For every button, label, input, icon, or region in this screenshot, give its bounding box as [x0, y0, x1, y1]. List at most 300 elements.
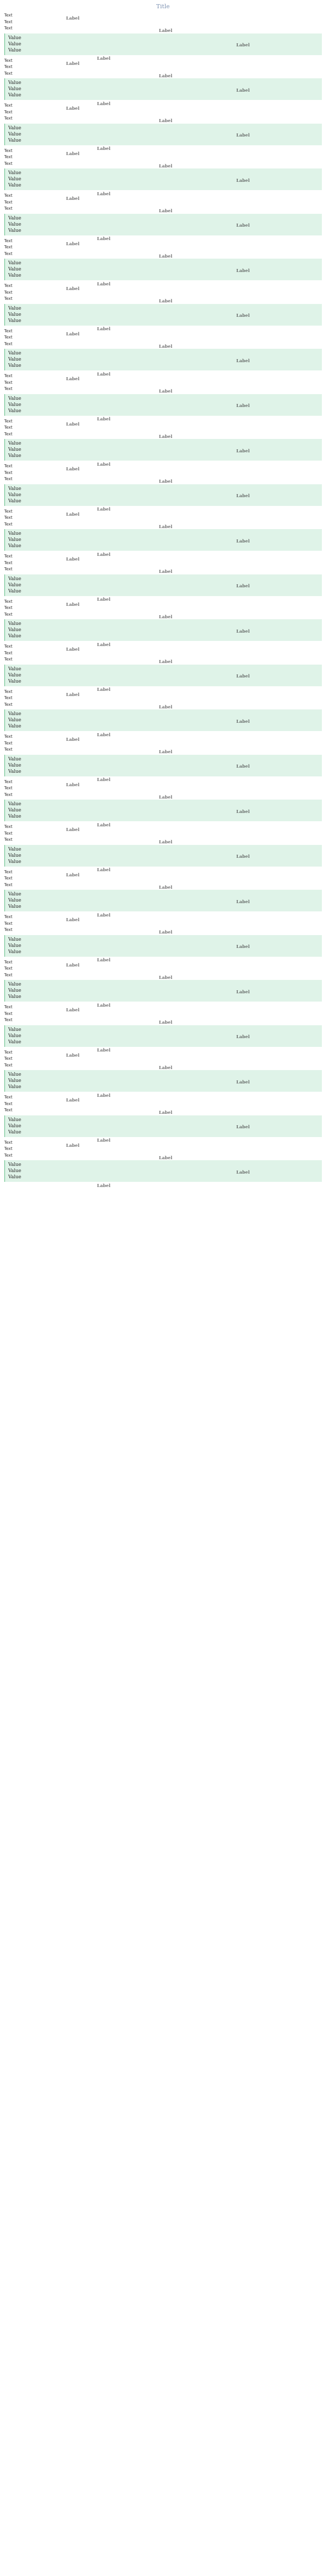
example-line: Value	[8, 988, 22, 993]
watermark: Label	[159, 1065, 173, 1071]
example-line: Value	[8, 1084, 22, 1090]
example-line: Value	[8, 447, 22, 452]
rule-text	[4, 239, 322, 257]
rule-paragraph: Text	[4, 599, 13, 604]
rule-text	[4, 1005, 322, 1023]
watermark: Label	[66, 512, 80, 517]
section	[4, 148, 322, 197]
example-block	[4, 800, 322, 821]
rule-text	[4, 13, 322, 31]
watermark: Label	[236, 403, 250, 409]
watermark: Label	[97, 687, 111, 692]
watermark: Label	[159, 434, 173, 439]
watermark: Label	[97, 822, 111, 828]
example-block	[4, 304, 322, 326]
rule-paragraph: Text	[4, 554, 13, 558]
watermark: Label	[236, 764, 250, 769]
rule-text	[4, 824, 322, 843]
rule-text	[4, 599, 322, 618]
example-line: Value	[8, 396, 22, 401]
example-line: Value	[8, 453, 22, 459]
example-block	[4, 574, 322, 596]
rule-paragraph: Text	[4, 116, 13, 121]
example-block	[4, 484, 322, 506]
watermark: Label	[236, 1125, 250, 1130]
example-line: Value	[8, 904, 22, 909]
watermark: Label	[236, 629, 250, 634]
watermark: Label	[159, 524, 173, 530]
watermark: Label	[97, 146, 111, 151]
watermark: Label	[97, 371, 111, 377]
rule-paragraph: Text	[4, 966, 13, 971]
example-block	[4, 124, 322, 145]
watermark: Label	[66, 1053, 80, 1058]
rule-paragraph: Text	[4, 155, 13, 159]
example-line: Value	[8, 125, 22, 131]
example-block	[4, 349, 322, 370]
watermark: Label	[159, 209, 173, 214]
watermark: Label	[66, 286, 80, 292]
watermark: Label	[97, 958, 111, 963]
watermark: Label	[236, 944, 250, 950]
example-line: Value	[8, 679, 22, 684]
example-line: Value	[8, 1033, 22, 1039]
watermark: Label	[97, 56, 111, 61]
rule-paragraph: Text	[4, 238, 13, 243]
rule-text	[4, 464, 322, 482]
watermark: Label	[97, 868, 111, 873]
section	[4, 58, 322, 107]
watermark: Label	[97, 1138, 111, 1143]
rule-paragraph: Text	[4, 747, 13, 752]
rule-text	[4, 870, 322, 888]
watermark: Label	[159, 614, 173, 620]
rule-paragraph: Text	[4, 425, 13, 430]
rule-text	[4, 193, 322, 212]
section	[4, 644, 322, 692]
watermark: Label	[236, 223, 250, 228]
example-line: Value	[8, 892, 22, 897]
example-line: Value	[8, 711, 22, 717]
watermark: Label	[66, 737, 80, 742]
section	[4, 283, 322, 332]
rule-paragraph: Text	[4, 283, 13, 288]
watermark: Label	[97, 191, 111, 197]
watermark: Label	[66, 647, 80, 652]
sections-container	[4, 13, 322, 1189]
watermark: Label	[97, 777, 111, 783]
rule-paragraph: Text	[4, 431, 13, 436]
watermark: Label	[236, 674, 250, 679]
rule-paragraph: Text	[4, 521, 13, 527]
watermark: Label	[159, 750, 173, 755]
rule-paragraph: Text	[4, 418, 13, 423]
rule-paragraph: Text	[4, 869, 13, 874]
example-line: Value	[8, 222, 22, 227]
watermark: Label	[159, 344, 173, 349]
rule-paragraph: Text	[4, 1095, 13, 1099]
example-block	[4, 935, 322, 957]
rule-paragraph: Text	[4, 296, 13, 301]
watermark: Label	[66, 196, 80, 201]
watermark: Label	[159, 28, 173, 33]
example-line: Value	[8, 582, 22, 588]
example-line: Value	[8, 634, 22, 639]
rule-text	[4, 371, 322, 392]
watermark: Label	[97, 732, 111, 738]
watermark: Label	[66, 602, 80, 607]
watermark: Label	[97, 597, 111, 602]
example-line: Value	[8, 718, 22, 723]
rule-text	[4, 554, 322, 572]
rule-paragraph: Text	[4, 199, 13, 205]
example-block	[4, 168, 322, 190]
section	[4, 779, 322, 828]
watermark: Label	[236, 178, 250, 183]
example-line: Value	[8, 306, 22, 311]
example-line: Value	[8, 318, 22, 324]
example-line: Value	[8, 498, 22, 504]
rule-text	[4, 779, 322, 798]
watermark: Label	[66, 918, 80, 923]
watermark: Label	[236, 899, 250, 905]
watermark: Label	[66, 421, 80, 427]
rule-paragraph: Text	[4, 290, 13, 295]
example-line: Value	[8, 183, 22, 188]
rule-paragraph: Text	[4, 1108, 13, 1112]
watermark: Label	[66, 1098, 80, 1103]
watermark: Label	[97, 281, 111, 287]
example-line: Value	[8, 1039, 22, 1045]
example-line: Value	[8, 261, 22, 266]
watermark: Label	[236, 313, 250, 318]
rule-paragraph: Text	[4, 882, 13, 887]
example-block	[4, 78, 322, 100]
example-block	[4, 755, 322, 776]
watermark: Label	[66, 377, 80, 382]
example-block	[4, 529, 322, 551]
rule-paragraph: Text	[4, 824, 13, 829]
example-line: Value	[8, 937, 22, 942]
rule-paragraph: Text	[4, 1056, 13, 1061]
watermark: Label	[236, 358, 250, 364]
example-line: Value	[8, 672, 22, 678]
watermark: Label	[97, 552, 111, 557]
rule-paragraph: Text	[4, 341, 13, 346]
example-block	[4, 1160, 322, 1182]
watermark: Label	[97, 1093, 111, 1098]
example-line: Value	[8, 537, 22, 543]
example-block	[4, 1070, 322, 1092]
example-line: Value	[8, 982, 22, 987]
example-block	[4, 980, 322, 1002]
section	[4, 238, 322, 287]
watermark: Label	[236, 494, 250, 499]
example-line: Value	[8, 949, 22, 955]
example-line: Value	[8, 762, 22, 768]
watermark: Label	[66, 1143, 80, 1148]
example-line: Value	[8, 802, 22, 807]
rule-paragraph: Text	[4, 380, 13, 385]
rule-paragraph: Text	[4, 26, 13, 30]
rule-paragraph: Text	[4, 702, 13, 707]
rule-paragraph: Text	[4, 696, 13, 700]
watermark: Label	[66, 782, 80, 788]
watermark: Label	[97, 462, 111, 467]
rule-paragraph: Text	[4, 644, 13, 649]
watermark: Label	[159, 163, 173, 169]
section	[4, 328, 322, 377]
example-block	[4, 890, 322, 911]
section	[4, 734, 322, 783]
watermark: Label	[159, 975, 173, 980]
rule-paragraph: Text	[4, 374, 13, 378]
example-line: Value	[8, 171, 22, 176]
watermark: Label	[159, 659, 173, 665]
example-block	[4, 259, 322, 280]
example-line: Value	[8, 814, 22, 819]
example-line: Value	[8, 408, 22, 414]
example-line: Value	[8, 131, 22, 137]
section	[4, 599, 322, 648]
example-line: Value	[8, 724, 22, 729]
watermark: Label	[159, 73, 173, 79]
rule-paragraph: Text	[4, 1140, 13, 1145]
rule-paragraph: Text	[4, 837, 13, 842]
example-line: Value	[8, 666, 22, 672]
watermark: Label	[97, 236, 111, 242]
section	[4, 1005, 322, 1053]
example-line: Value	[8, 1168, 22, 1174]
example-line: Value	[8, 312, 22, 317]
section	[4, 554, 322, 602]
example-line: Value	[8, 1027, 22, 1032]
rule-paragraph: Text	[4, 831, 13, 836]
example-block	[4, 665, 322, 686]
watermark: Label	[66, 467, 80, 472]
example-block	[4, 33, 322, 55]
example-line: Value	[8, 576, 22, 582]
example-line: Value	[8, 351, 22, 356]
rule-paragraph: Text	[4, 786, 13, 790]
rule-paragraph: Text	[4, 567, 13, 571]
example-line: Value	[8, 898, 22, 903]
rule-paragraph: Text	[4, 1018, 13, 1022]
rule-paragraph: Text	[4, 148, 13, 153]
rule-text	[4, 734, 322, 753]
rule-paragraph: Text	[4, 161, 13, 166]
watermark: Label	[159, 479, 173, 484]
rule-paragraph: Text	[4, 13, 13, 18]
rule-text	[4, 419, 322, 437]
rule-text	[4, 509, 322, 528]
watermark: Label	[159, 930, 173, 935]
rule-paragraph: Text	[4, 779, 13, 784]
rule-text	[4, 644, 322, 663]
section	[4, 959, 322, 1008]
rule-text	[4, 283, 322, 302]
rule-text	[4, 58, 322, 77]
watermark: Label	[236, 43, 250, 48]
example-line: Value	[8, 138, 22, 143]
section	[4, 689, 322, 738]
watermark: Label	[66, 557, 80, 562]
watermark: Label	[97, 642, 111, 648]
watermark: Label	[236, 719, 250, 724]
example-line: Value	[8, 1123, 22, 1129]
rule-paragraph: Text	[4, 206, 13, 211]
example-line: Value	[8, 756, 22, 762]
rule-paragraph: Text	[4, 605, 13, 610]
watermark: Label	[236, 584, 250, 589]
rule-text	[4, 914, 322, 933]
section	[4, 1140, 322, 1189]
rule-paragraph: Text	[4, 1049, 13, 1055]
watermark: Label	[159, 885, 173, 890]
example-line: Value	[8, 1078, 22, 1083]
rule-paragraph: Text	[4, 650, 13, 655]
example-line: Value	[8, 228, 22, 233]
watermark: Label	[236, 538, 250, 544]
watermark: Label	[159, 1020, 173, 1025]
rule-paragraph: Text	[4, 1101, 13, 1106]
rule-paragraph: Text	[4, 972, 13, 977]
watermark: Label	[236, 268, 250, 274]
watermark: Label	[97, 912, 111, 918]
rule-paragraph: Text	[4, 921, 13, 926]
example-line: Value	[8, 853, 22, 858]
watermark: Label	[97, 507, 111, 512]
rule-paragraph: Text	[4, 509, 13, 514]
example-block	[4, 1025, 322, 1047]
rule-paragraph: Text	[4, 19, 13, 24]
example-block	[4, 845, 322, 867]
rule-paragraph: Text	[4, 689, 13, 694]
example-line: Value	[8, 994, 22, 999]
section	[4, 914, 322, 963]
watermark: Label	[66, 151, 80, 157]
watermark: Label	[66, 1008, 80, 1013]
rule-paragraph: Text	[4, 251, 13, 256]
example-block	[4, 709, 322, 731]
watermark: Label	[159, 704, 173, 710]
example-line: Value	[8, 41, 22, 47]
watermark: Label	[159, 840, 173, 845]
watermark: Label	[236, 1170, 250, 1175]
example-line: Value	[8, 943, 22, 948]
example-block	[4, 214, 322, 235]
watermark: Label	[66, 16, 80, 21]
watermark: Label	[236, 88, 250, 93]
rule-paragraph: Text	[4, 1062, 13, 1067]
rule-paragraph: Text	[4, 193, 13, 198]
example-line: Value	[8, 35, 22, 41]
rule-paragraph: Text	[4, 515, 13, 520]
rule-paragraph: Text	[4, 386, 13, 391]
example-line: Value	[8, 267, 22, 272]
example-line: Value	[8, 1162, 22, 1167]
rule-text	[4, 329, 322, 347]
watermark: Label	[97, 1003, 111, 1008]
example-line: Value	[8, 621, 22, 626]
rule-text	[4, 1140, 322, 1159]
rule-paragraph: Text	[4, 560, 13, 565]
example-block	[4, 394, 322, 416]
watermark: Label	[66, 241, 80, 247]
rule-paragraph: Text	[4, 477, 13, 481]
example-line: Value	[8, 87, 22, 92]
watermark: Label	[97, 1183, 111, 1189]
watermark: Label	[66, 962, 80, 968]
section	[4, 824, 322, 873]
example-line: Value	[8, 47, 22, 53]
watermark: Label	[159, 253, 173, 259]
rule-paragraph: Text	[4, 1011, 13, 1016]
watermark: Label	[236, 1035, 250, 1040]
example-line: Value	[8, 1175, 22, 1180]
section	[4, 418, 322, 467]
rule-paragraph: Text	[4, 740, 13, 745]
example-line: Value	[8, 1129, 22, 1135]
example-line: Value	[8, 628, 22, 633]
rule-paragraph: Text	[4, 470, 13, 475]
example-line: Value	[8, 544, 22, 549]
watermark: Label	[66, 106, 80, 111]
rule-paragraph: Text	[4, 792, 13, 797]
rule-text	[4, 689, 322, 708]
section	[4, 1095, 322, 1143]
watermark: Label	[159, 1155, 173, 1161]
example-line: Value	[8, 363, 22, 368]
section	[4, 13, 322, 61]
rule-text	[4, 1050, 322, 1069]
watermark: Label	[66, 331, 80, 337]
watermark: Label	[66, 692, 80, 698]
rule-text	[4, 1095, 322, 1113]
example-line: Value	[8, 93, 22, 98]
rule-paragraph: Text	[4, 959, 13, 964]
watermark: Label	[159, 1110, 173, 1115]
example-block	[4, 619, 322, 641]
example-line: Value	[8, 588, 22, 594]
watermark: Label	[66, 872, 80, 878]
watermark: Label	[236, 1079, 250, 1085]
example-line: Value	[8, 1117, 22, 1123]
section	[4, 464, 322, 512]
example-line: Value	[8, 441, 22, 446]
example-line: Value	[8, 808, 22, 813]
section	[4, 371, 322, 422]
watermark: Label	[66, 61, 80, 66]
watermark: Label	[159, 569, 173, 574]
rule-paragraph: Text	[4, 464, 13, 468]
rule-paragraph: Text	[4, 109, 13, 114]
watermark: Label	[236, 809, 250, 815]
example-line: Value	[8, 357, 22, 362]
rule-text	[4, 103, 322, 122]
rule-paragraph: Text	[4, 914, 13, 919]
example-line: Value	[8, 1072, 22, 1077]
rule-text	[4, 148, 322, 167]
section	[4, 509, 322, 557]
example-block	[4, 1115, 322, 1137]
rule-paragraph: Text	[4, 71, 13, 76]
watermark: Label	[236, 133, 250, 138]
rule-paragraph: Text	[4, 612, 13, 617]
watermark: Label	[236, 854, 250, 859]
watermark: Label	[236, 989, 250, 995]
example-line: Value	[8, 402, 22, 408]
